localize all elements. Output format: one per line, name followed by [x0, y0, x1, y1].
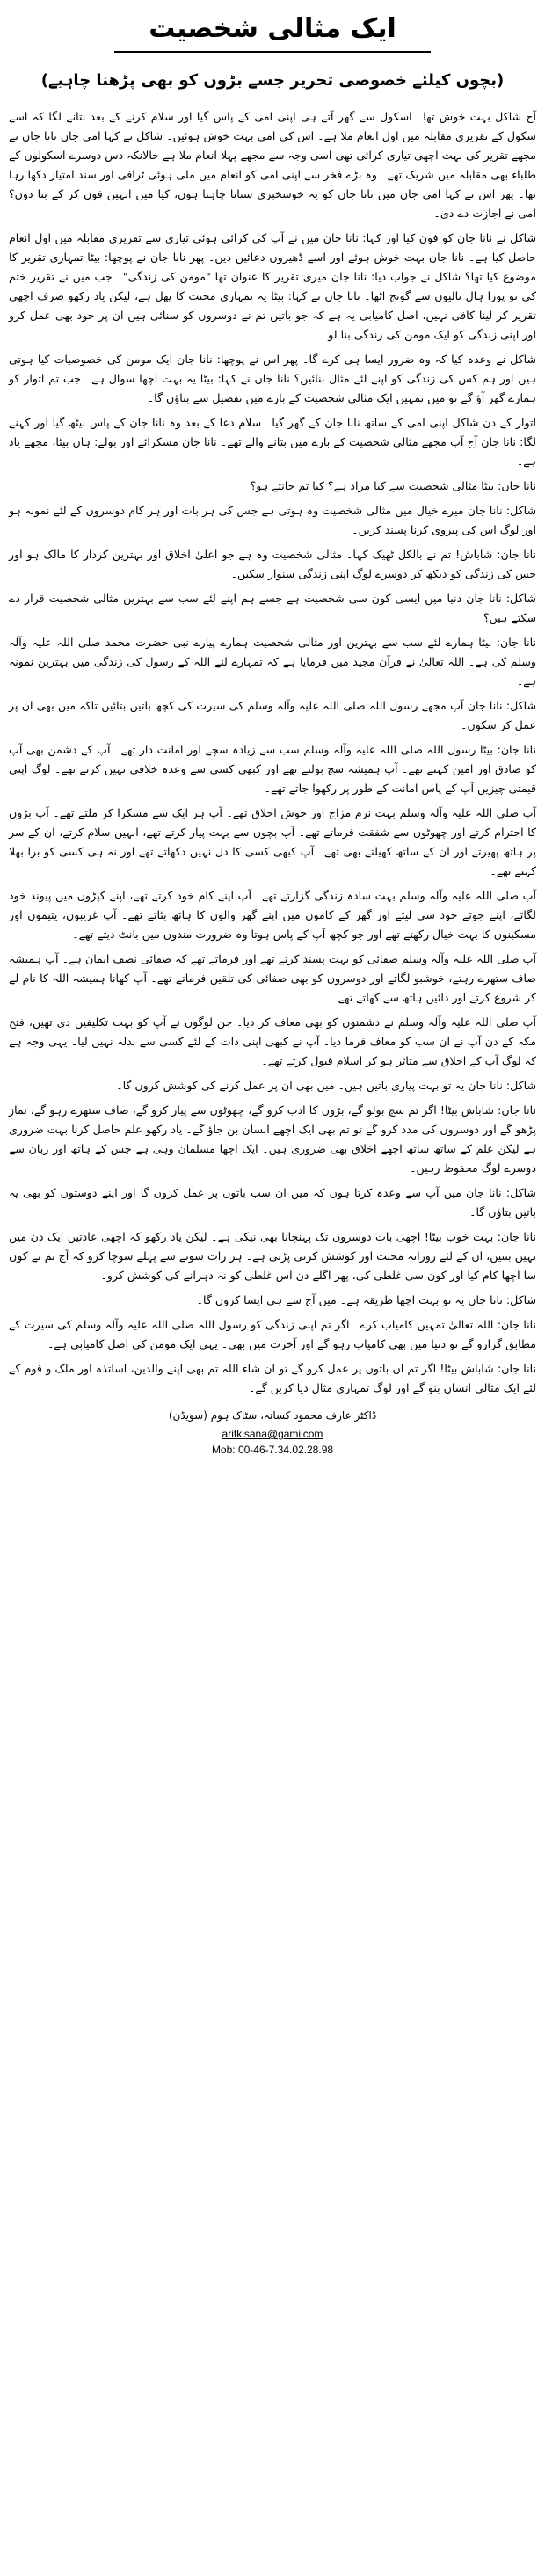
- paragraph: شاکل: نانا جان آپ مجھے رسول اللہ صلی اللہ علیہ وآلہ وسلم کی سیرت کی کچھ باتیں بتائیں تاکہ میں بھی ان پر عمل کر سکوں۔: [9, 699, 536, 731]
- paragraph: آپ صلی اللہ علیہ وآلہ وسلم صفائی کو بہت پسند کرتے تھے اور فرماتے تھے کہ صفائی نصف ایمان ہے۔ آپ ہمیشہ صاف ستھرے رہتے، خوشبو لگاتے اور دوسروں کو بھی صفائی کی تلقین فرماتے تھے۔ آپ کھانا ہمیشہ اللہ کا نام لے کر شروع کرتے اور دائیں ہاتھ سے کھاتے تھے۔: [9, 952, 536, 1004]
- paragraph: آج شاکل بہت خوش تھا۔ اسکول سے گھر آتے ہی اپنی امی کے پاس گیا اور سلام کرنے کے بعد بتانے لگا کہ اسے سکول کے تقریری مقابلہ میں اول انعام ملا ہے۔ اس کی امی بہت خوش ہوئیں۔ شاکل نے کہا امی جان نانا جان نے مجھے تقریر کی بہت اچھی تیاری کرائی تھی اسی وجہ سے مجھے پہلا انعام ملا ہے حالانکہ دس دوسرے اسکولوں کے طلباء بھی مقابلہ میں شریک تھے۔ وہ بڑے فخر سے اپنی امی کو انعام میں ملی ہوئی ٹرافی اور سند امتیاز دکھا رہا تھا۔ پھر اس نے کہا امی جان میں نانا جان کو یہ خوشخبری سنانا چاہتا ہوں، کیا میں انہیں فون کر کے بتا دوں؟ امی نے اجازت دے دی۔: [9, 110, 536, 220]
- paragraph: شاکل نے وعدہ کیا کہ وہ ضرور ایسا ہی کرے گا۔ پھر اس نے پوچھا: نانا جان ایک مومن کی خصوصیات کیا ہوتی ہیں اور ہم کس کی زندگی کو اپنے لئے مثال بنائیں؟ نانا جان نے کہا: بیٹا یہ بہت اچھا سوال ہے۔ جب تم اتوار کو ہمارے گھر آؤ گے تو میں تمہیں ایک مثالی شخصیت کے بارے میں تفصیل سے بتاؤں گا۔: [9, 353, 536, 404]
- paragraph: نانا جان: اللہ تعالیٰ تمہیں کامیاب کرے۔ اگر تم اپنی زندگی کو رسول اللہ صلی اللہ علیہ وآلہ وسلم کی سیرت کے مطابق گزارو گے تو دنیا میں بھی کامیاب رہو گے اور آخرت میں بھی۔ یہی ایک مومن کی اصل کامیابی ہے۔: [9, 1318, 536, 1350]
- paragraph: آپ صلی اللہ علیہ وآلہ وسلم نے دشمنوں کو بھی معاف کر دیا۔ جن لوگوں نے آپ کو بہت تکلیفیں دی تھیں، فتح مکہ کے دن آپ نے ان سب کو معاف فرما دیا۔ آپ نے کبھی اپنی ذات کے لئے کسی سے بدلہ نہیں لیا۔ یہی وجہ ہے کہ لوگ آپ کے اخلاق سے متاثر ہو کر اسلام قبول کرتے تھے۔: [9, 1015, 536, 1067]
- author-email[interactable]: arifkisana@gamilcom: [222, 1428, 323, 1440]
- paragraph: نانا جان: بیٹا ہمارے لئے سب سے بہترین اور مثالی شخصیت ہمارے پیارے نبی حضرت محمد صلی اللہ علیہ وآلہ وسلم کی ہے۔ اللہ تعالیٰ نے قرآن مجید میں فرمایا ہے کہ تمہارے لئے اللہ کے رسول کی زندگی میں بہترین نمونہ ہے۔: [9, 636, 536, 688]
- paragraph: نانا جان: بیٹا مثالی شخصیت سے کیا مراد ہے؟ کیا تم جانتے ہو؟: [250, 479, 536, 492]
- paragraph: نانا جان: بہت خوب بیٹا! اچھی بات دوسروں تک پہنچانا بھی نیکی ہے۔ لیکن یاد رکھو کہ اچھی عادتیں ایک دن میں نہیں بنتیں، ان کے لئے روزانہ محنت اور کوشش کرنی پڑتی ہے۔ ہر رات سونے سے پہلے سوچا کرو کہ آج تم نے کون سا اچھا کام کیا اور کون سی غلطی کی، پھر اگلے دن اس غلطی کو نہ دہرانے کی کوشش کرو۔: [9, 1230, 536, 1282]
- paragraph: نانا جان: بیٹا رسول اللہ صلی اللہ علیہ وآلہ وسلم سب سے زیادہ سچے اور امانت دار تھے۔ آپ کے دشمن بھی آپ کو صادق اور امین کہتے تھے۔ آپ ہمیشہ سچ بولتے تھے اور کبھی کسی سے وعدہ خلافی نہیں کرتے تھے۔ لوگ اپنی قیمتی چیزیں آپ کے پاس امانت کے طور پر رکھوا جاتے تھے۔: [9, 743, 536, 795]
- paragraph: شاکل: نانا جان یہ تو بہت اچھا طریقہ ہے۔ میں آج سے ہی ایسا کروں گا۔: [196, 1293, 536, 1306]
- paragraph: نانا جان: شاباش بیٹا! اگر تم سچ بولو گے، بڑوں کا ادب کرو گے، چھوٹوں سے پیار کرو گے، صاف ستھرے رہو گے، نماز پڑھو گے اور دوسروں کی مدد کرو گے تو تم بھی ایک اچھے انسان بن جاؤ گے۔ یاد رکھو علم حاصل کرنا بہت ضروری ہے لیکن علم کے ساتھ ساتھ اچھے اخلاق بھی ضروری ہیں۔ ایک اچھا مسلمان وہی ہے جس کے ہاتھ اور زبان سے دوسرے لوگ محفوظ رہیں۔: [9, 1103, 536, 1175]
- article-title: ایک مثالی شخصیت: [149, 13, 396, 44]
- author-signature: ڈاکٹر عارف محمود کسانہ، سٹاک ہوم (سویڈن): [168, 1409, 377, 1422]
- paragraph: شاکل: نانا جان دنیا میں ایسی کون سی شخصیت ہے جسے ہم اپنے لئے سب سے بہترین مثالی شخصیت قرار دے سکتے ہیں؟: [9, 592, 536, 624]
- paragraph: اتوار کے دن شاکل اپنی امی کے ساتھ نانا جان کے گھر گیا۔ سلام دعا کے بعد وہ نانا جان کے پاس بیٹھ گیا اور کہنے لگا: نانا جان آج آپ مجھے مثالی شخصیت کے بارے میں بتانے والے تھے۔ نانا جان مسکرائے اور بولے: ہاں بیٹا، مجھے یاد ہے۔: [9, 416, 536, 468]
- paragraph: آپ صلی اللہ علیہ وآلہ وسلم بہت نرم مزاج اور خوش اخلاق تھے۔ آپ ہر ایک سے مسکرا کر ملتے تھے۔ آپ بڑوں کا احترام کرتے اور چھوٹوں سے شفقت فرماتے تھے۔ آپ بچوں سے بہت پیار کرتے تھے، انہیں سلام کرتے، ان کے سر پر ہاتھ پھیرتے اور ان کے ساتھ کھیلتے بھی تھے۔ آپ کبھی کسی کا دل نہیں دکھاتے تھے اور نہ ہی کسی کو برا بھلا کہتے تھے۔: [9, 806, 536, 877]
- article-body: [9, 107, 536, 1398]
- paragraph: آپ صلی اللہ علیہ وآلہ وسلم بہت سادہ زندگی گزارتے تھے۔ آپ اپنے کام خود کرتے تھے، اپنے کپڑوں میں پیوند خود لگاتے، اپنے جوتے خود سی لیتے اور گھر کے کاموں میں اپنے گھر والوں کا ہاتھ بٹاتے تھے۔ آپ غریبوں، یتیموں اور مسکینوں کا بہت خیال رکھتے تھے اور جو کچھ آپ کے پاس ہوتا وہ ضرورت مندوں میں بانٹ دیتے تھے۔: [9, 889, 536, 941]
- paragraph: نانا جان: شاباش بیٹا! اگر تم ان باتوں پر عمل کرو گے تو ان شاء اللہ تم بھی اپنے والدین، اساتذہ اور ملک و قوم کے لئے ایک مثالی انسان بنو گے اور لوگ تمہاری مثال دیا کریں گے۔: [9, 1362, 536, 1394]
- paragraph: شاکل نے نانا جان کو فون کیا اور کہا: نانا جان میں نے آپ کی کرائی ہوئی تیاری سے تقریری مقابلہ میں اول انعام حاصل کیا ہے۔ نانا جان بہت خوش ہوئے اور اسے ڈھیروں دعائیں دیں۔ پھر نانا جان نے پوچھا: بیٹا تمہاری تقریر کا موضوع کیا تھا؟ شاکل نے جواب دیا: نانا جان میری تقریر کا عنوان تھا "مومن کی زندگی"۔ جب میں نے تقریر ختم کی تو پورا ہال تالیوں سے گونج اٹھا۔ نانا جان نے کہا: بیٹا یہ تمہاری محنت کا پھل ہے، لیکن یاد رکھو صرف اچھی تقریر کر لینا کافی نہیں، اصل کامیابی یہ ہے کہ جو باتیں تم نے دوسروں کو سنائی ہیں ان پر خود بھی عمل کرو اور اپنی زندگی کو ایک مومن کی زندگی بنا لو۔: [9, 231, 536, 341]
- article-subtitle: (بچوں کیلئے خصوصی تحریر جسے بڑوں کو بھی پڑھنا چاہیے): [40, 71, 505, 90]
- article-page: [9, 9, 536, 2558]
- paragraph: شاکل: نانا جان یہ تو بہت پیاری باتیں ہیں۔ میں بھی ان پر عمل کرنے کی کوشش کروں گا۔: [116, 1079, 536, 1092]
- contact-email-line: [9, 1426, 536, 1442]
- title-underline: [114, 51, 431, 53]
- paragraph: شاکل: نانا جان میرے خیال میں مثالی شخصیت وہ ہوتی ہے جس کی ہر بات اور ہر کام دوسروں کے لئے نمونہ ہو اور لوگ اس کی پیروی کرنا پسند کریں۔: [9, 504, 536, 536]
- author-mobile: Mob: 00-46-7.34.02.28.98: [211, 1444, 334, 1456]
- paragraph: شاکل: نانا جان میں آپ سے وعدہ کرتا ہوں کہ میں ان سب باتوں پر عمل کروں گا اور اپنے دوستوں کو بھی یہ باتیں بتاؤں گا۔: [9, 1186, 536, 1219]
- paragraph: نانا جان: شاباش! تم نے بالکل ٹھیک کہا۔ مثالی شخصیت وہ ہے جو اعلیٰ اخلاق اور بہترین کردار کا مالک ہو اور جس کی زندگی کو دیکھ کر دوسرے لوگ اپنی زندگی سنوار سکیں۔: [9, 548, 536, 580]
